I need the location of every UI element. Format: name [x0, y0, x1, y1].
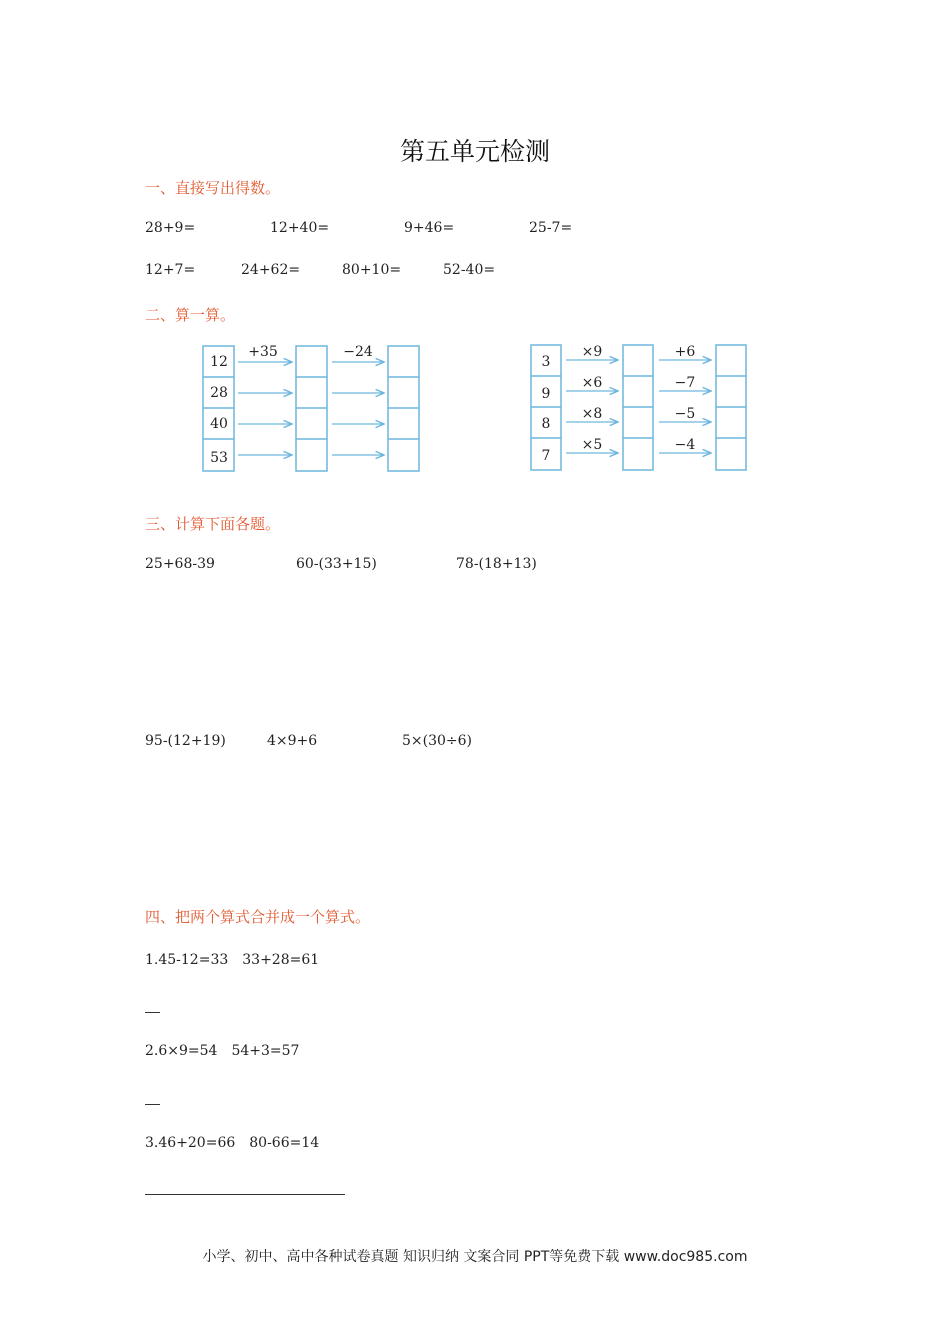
q1-expr: 25-7=: [529, 220, 573, 236]
operation-label: −4: [674, 437, 696, 453]
calc-chain-left: [190, 338, 430, 478]
q1-expr: 80+10=: [342, 262, 402, 278]
input-value: 8: [541, 416, 551, 432]
page-title: 第五单元检测: [399, 137, 550, 166]
input-value: 7: [541, 448, 551, 464]
q3-expr: 60-(33+15): [296, 556, 377, 572]
operation-label: −24: [343, 344, 373, 360]
answer-blank: [145, 1194, 345, 1195]
operation-label: +35: [248, 344, 278, 360]
q1-expr: 12+40=: [270, 220, 330, 236]
section-1-heading: 一、直接写出得数。: [145, 179, 281, 197]
section-2-heading: 二、算一算。: [145, 306, 236, 324]
q3-expr: 5×(30÷6): [402, 733, 473, 749]
q3-expr: 25+68-39: [145, 556, 215, 572]
q1-expr: 24+62=: [241, 262, 301, 278]
answer-blank: [145, 1012, 160, 1013]
q3-expr: 4×9+6: [267, 733, 318, 749]
operation-label: −7: [674, 375, 696, 391]
input-value: 9: [541, 386, 551, 402]
operation-label: ×8: [581, 406, 603, 422]
q3-expr: 95-(12+19): [145, 733, 226, 749]
q1-expr: 52-40=: [443, 262, 496, 278]
q1-expr: 12+7=: [145, 262, 196, 278]
q1-expr: 9+46=: [404, 220, 455, 236]
q4-item: 1.45-12=33 33+28=61: [145, 952, 320, 968]
answer-blank: [145, 1104, 160, 1105]
input-value: 12: [210, 354, 228, 370]
operation-label: ×9: [581, 344, 603, 360]
q4-item: 3.46+20=66 80-66=14: [145, 1135, 320, 1151]
input-value: 3: [541, 354, 551, 370]
section-3-heading: 三、计算下面各题。: [145, 515, 281, 533]
operation-label: ×5: [581, 437, 603, 453]
input-value: 28: [210, 385, 228, 401]
q4-item: 2.6×9=54 54+3=57: [145, 1043, 300, 1059]
q1-expr: 28+9=: [145, 220, 196, 236]
footer-note: 小学、初中、高中各种试卷真题 知识归纳 文案合同 PPT等免费下载 www.doc985.com: [202, 1249, 748, 1265]
calc-chain-right: [520, 338, 760, 478]
operation-label: ×6: [581, 375, 603, 391]
input-value: 40: [210, 416, 228, 432]
operation-label: +6: [674, 344, 696, 360]
q3-expr: 78-(18+13): [456, 556, 537, 572]
operation-label: −5: [674, 406, 696, 422]
input-value: 53: [210, 450, 228, 466]
section-4-heading: 四、把两个算式合并成一个算式。: [145, 908, 371, 926]
